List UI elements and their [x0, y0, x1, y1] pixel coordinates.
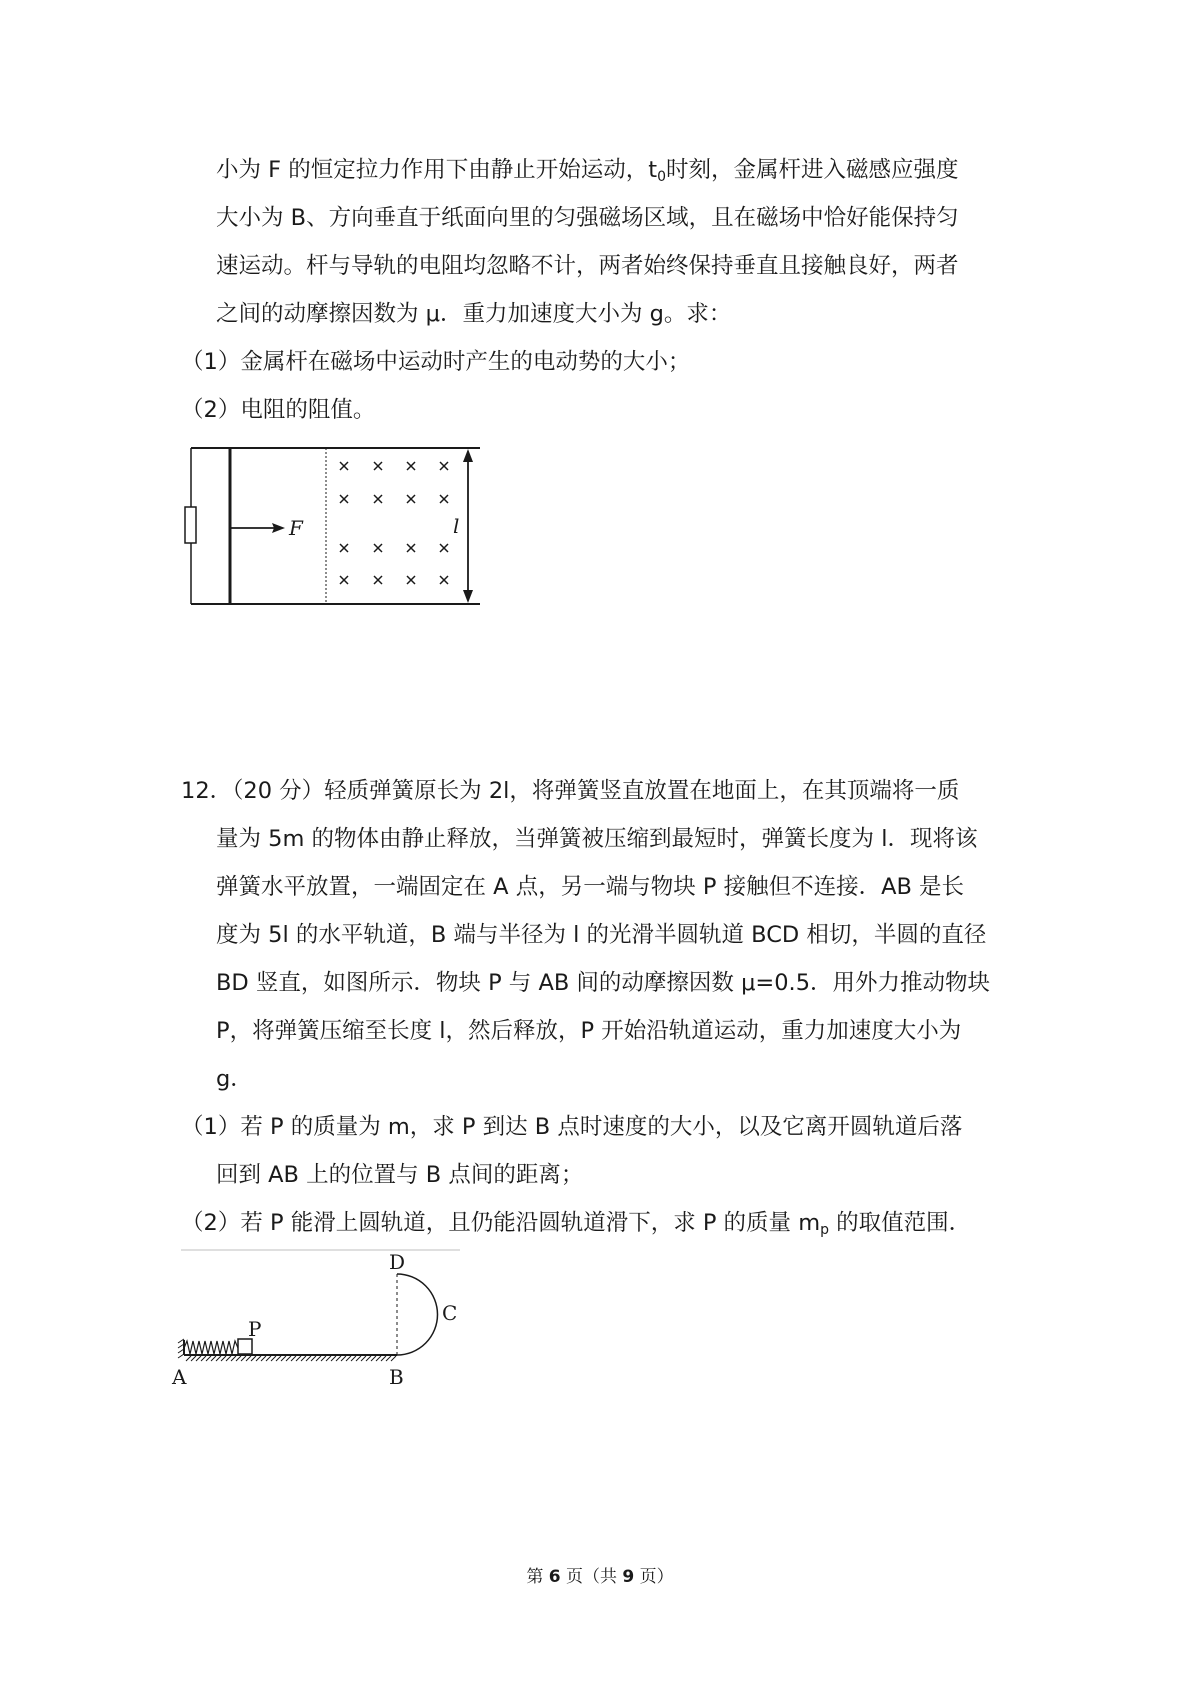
- p12-track-figure: [172, 1248, 478, 1389]
- p11-text-line-2: 大小为 B、方向垂直于纸面向里的匀强磁场区域，且在磁场中恰好能保持匀: [216, 205, 959, 231]
- cross-mark: [440, 495, 448, 503]
- cross-mark: [440, 544, 448, 552]
- cross-mark: [407, 576, 415, 584]
- label-c: C: [442, 1301, 458, 1325]
- p12-question-2: （2）若 P 能滑上圆轨道，且仍能沿圆轨道滑下，求 P 的质量 $m_p$ 的取值范围．: [181, 1210, 972, 1238]
- p11-question-1: （1）金属杆在磁场中运动时产生的电动势的大小；: [181, 349, 691, 375]
- cross-mark: [374, 462, 382, 470]
- cross-mark: [440, 462, 448, 470]
- force-label: F: [289, 516, 303, 540]
- p12-text-line-5: BD 竖直，如图所示．物块 P 与 AB 间的动摩擦因数 μ=0.5．用外力推动物块: [216, 970, 991, 996]
- p11-question-2: （2）电阻的阻值。: [181, 397, 376, 423]
- magnetic-field-crosses: [340, 462, 448, 584]
- cross-mark: [407, 544, 415, 552]
- p11-text-line-1: 小为 F 的恒定拉力作用下由静止开始运动，$t_0$时刻，金属杆进入磁感应强度: [216, 157, 959, 185]
- page-number: 6: [548, 1567, 561, 1587]
- total-pages: 9: [622, 1567, 635, 1587]
- p12-question-1-line-2: 回到 AB 上的位置与 B 点间的距离；: [216, 1162, 584, 1188]
- cross-mark: [374, 544, 382, 552]
- p12-text-line-2: 量为 5m 的物体由静止释放，当弹簧被压缩到最短时，弹簧长度为 l．现将该: [216, 826, 978, 852]
- cross-mark: [374, 576, 382, 584]
- p12-text-line-4: 度为 5l 的水平轨道，B 端与半径为 l 的光滑半圆轨道 BCD 相切，半圆的直径: [216, 922, 987, 948]
- cross-mark: [374, 495, 382, 503]
- label-p: P: [248, 1317, 262, 1341]
- length-arrow: [463, 449, 473, 603]
- p12-text-line-7: g．: [216, 1066, 253, 1092]
- p11-text-line-4: 之间的动摩擦因数为 μ．重力加速度大小为 g。求：: [216, 301, 732, 327]
- length-label: l: [453, 514, 460, 538]
- p11-text-line-3: 速运动。杆与导轨的电阻均忽略不计，两者始终保持垂直且接触良好，两者: [216, 253, 959, 279]
- p12-text-line-6: P，将弹簧压缩至长度 l，然后释放，P 开始沿轨道运动，重力加速度大小为: [216, 1018, 962, 1044]
- p12-text-line-3: 弹簧水平放置，一端固定在 A 点，另一端与物块 P 接触但不连接．AB 是长: [216, 874, 965, 900]
- wall-at-a: [178, 1339, 184, 1358]
- label-b: B: [389, 1365, 404, 1389]
- cross-mark: [340, 495, 348, 503]
- cross-mark: [440, 576, 448, 584]
- cross-mark: [407, 495, 415, 503]
- p11-circuit-figure: [188, 440, 488, 610]
- block-p: [238, 1339, 252, 1354]
- p12-question-1-line-1: （1）若 P 的质量为 m，求 P 到达 B 点时速度的大小，以及它离开圆轨道后落: [181, 1114, 963, 1140]
- resistor: [185, 507, 196, 543]
- cross-mark: [340, 544, 348, 552]
- cross-mark: [340, 576, 348, 584]
- cross-mark: [340, 462, 348, 470]
- p12-text-line-1: 12．（20 分）轻质弹簧原长为 2l，将弹簧竖直放置在地面上，在其顶端将一质: [181, 778, 960, 804]
- label-a: A: [172, 1365, 187, 1389]
- page-footer: 第 6 页（共 9 页）: [526, 1567, 674, 1587]
- semicircle-bcd: [397, 1274, 438, 1355]
- label-d: D: [389, 1250, 406, 1274]
- spring: [184, 1341, 238, 1354]
- hatch-lines: [186, 1356, 396, 1361]
- cross-mark: [407, 462, 415, 470]
